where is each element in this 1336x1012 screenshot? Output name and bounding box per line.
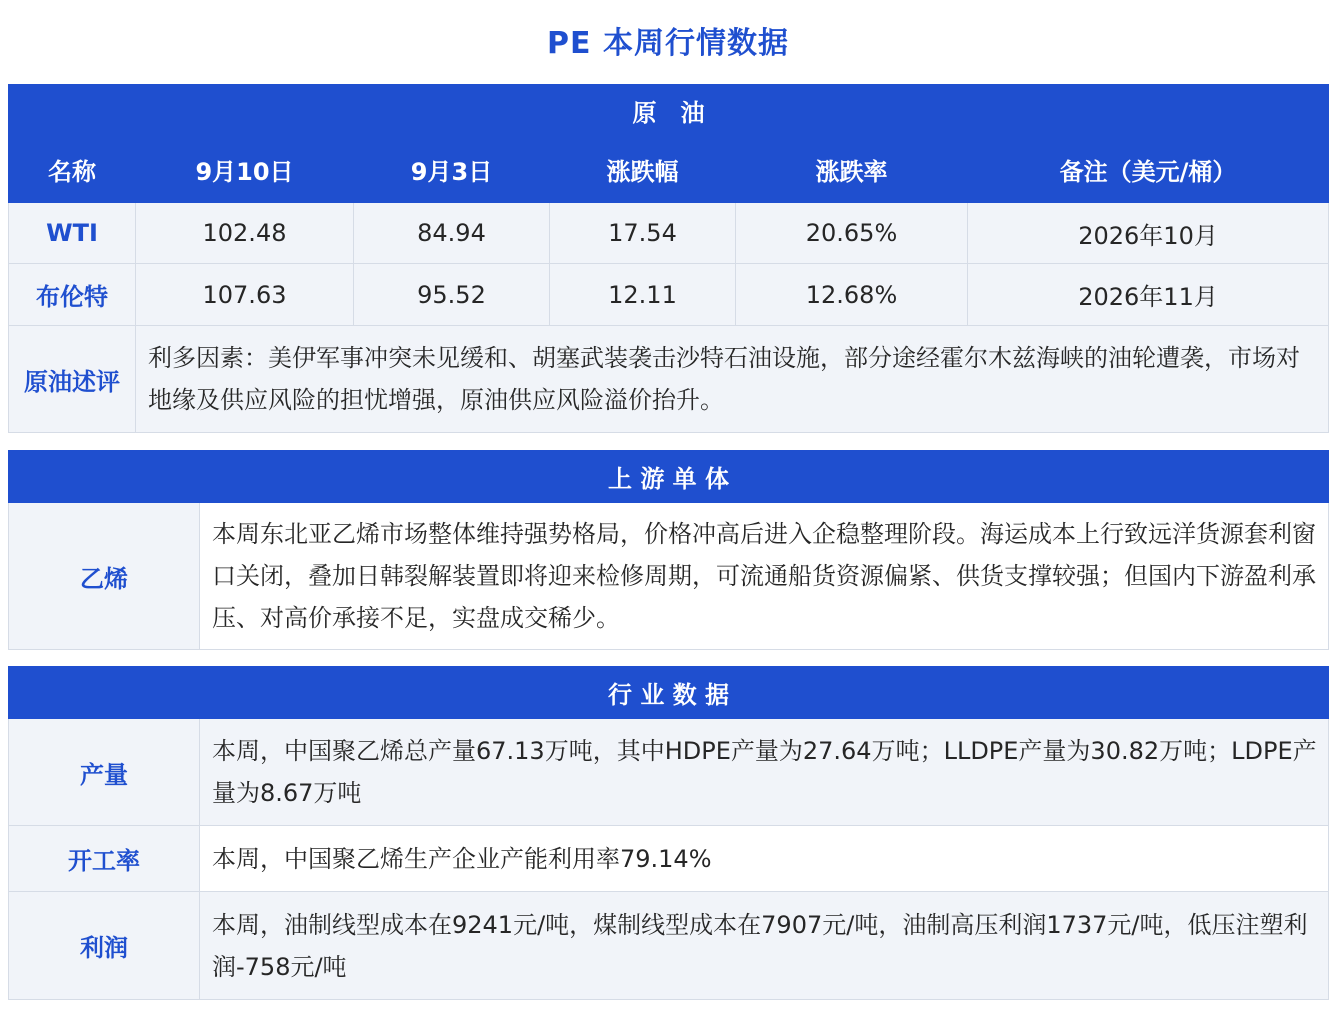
- output-text: 本周，中国聚乙烯总产量67.13万吨，其中HDPE产量为27.64万吨；LLDPE产量为30.82万吨；LDPE产量为8.67万吨: [200, 719, 1329, 826]
- column-header-change: 涨跌幅: [550, 137, 736, 203]
- wti-change-rate: 20.65%: [736, 203, 968, 264]
- row-label-crude-review: 原油述评: [9, 326, 136, 433]
- column-header-sep3: 9月3日: [354, 137, 550, 203]
- brent-change: 12.11: [550, 264, 736, 326]
- table-row: [9, 264, 1329, 326]
- crude-oil-band-header: 原 油: [9, 85, 1329, 137]
- page-title: PE 本周行情数据: [547, 26, 789, 61]
- upstream-band-header: 上 游 单 体: [9, 451, 1329, 503]
- upstream-monomer-table: [8, 450, 1329, 650]
- table-row: [9, 826, 1329, 892]
- column-header-sep10: 9月10日: [136, 137, 354, 203]
- row-label-profit: 利润: [9, 892, 200, 1000]
- row-label-ethylene: 乙烯: [9, 503, 200, 650]
- row-label-wti: WTI: [9, 203, 136, 264]
- column-header-note: 备注（美元/桶）: [968, 137, 1329, 203]
- crude-oil-table: [8, 84, 1329, 433]
- brent-note: 2026年11月: [968, 264, 1329, 326]
- wti-sep10-price: 102.48: [136, 203, 354, 264]
- crude-review-text: 利多因素：美伊军事冲突未见缓和、胡塞武装袭击沙特石油设施，部分途经霍尔木兹海峡的油轮遭袭，市场对地缘及供应风险的担忧增强，原油供应风险溢价抬升。: [136, 326, 1329, 433]
- brent-sep10-price: 107.63: [136, 264, 354, 326]
- industry-band-header: 行 业 数 据: [9, 667, 1329, 719]
- column-header-rate: 涨跌率: [736, 137, 968, 203]
- row-label-output: 产量: [9, 719, 200, 826]
- brent-change-rate: 12.68%: [736, 264, 968, 326]
- column-header-name: 名称: [9, 137, 136, 203]
- wti-sep3-price: 84.94: [354, 203, 550, 264]
- wti-change: 17.54: [550, 203, 736, 264]
- table-row: [9, 203, 1329, 264]
- operating-rate-text: 本周，中国聚乙烯生产企业产能利用率79.14%: [200, 826, 1329, 892]
- wti-note: 2026年10月: [968, 203, 1329, 264]
- profit-text: 本周，油制线型成本在9241元/吨，煤制线型成本在7907元/吨，油制高压利润1737元/吨，低压注塑利润-758元/吨: [200, 892, 1329, 1000]
- brent-sep3-price: 95.52: [354, 264, 550, 326]
- row-label-brent: 布伦特: [9, 264, 136, 326]
- table-row: [9, 719, 1329, 826]
- table-row: [9, 892, 1329, 1000]
- industry-data-table: [8, 666, 1329, 1000]
- ethylene-text: 本周东北亚乙烯市场整体维持强势格局，价格冲高后进入企稳整理阶段。海运成本上行致远洋货源套利窗口关闭，叠加日韩裂解装置即将迎来检修周期，可流通船货资源偏紧、供货支撑较强；但国内下游盈利承压、对高价承接不足，实盘成交稀少。: [200, 503, 1329, 650]
- row-label-operating-rate: 开工率: [9, 826, 200, 892]
